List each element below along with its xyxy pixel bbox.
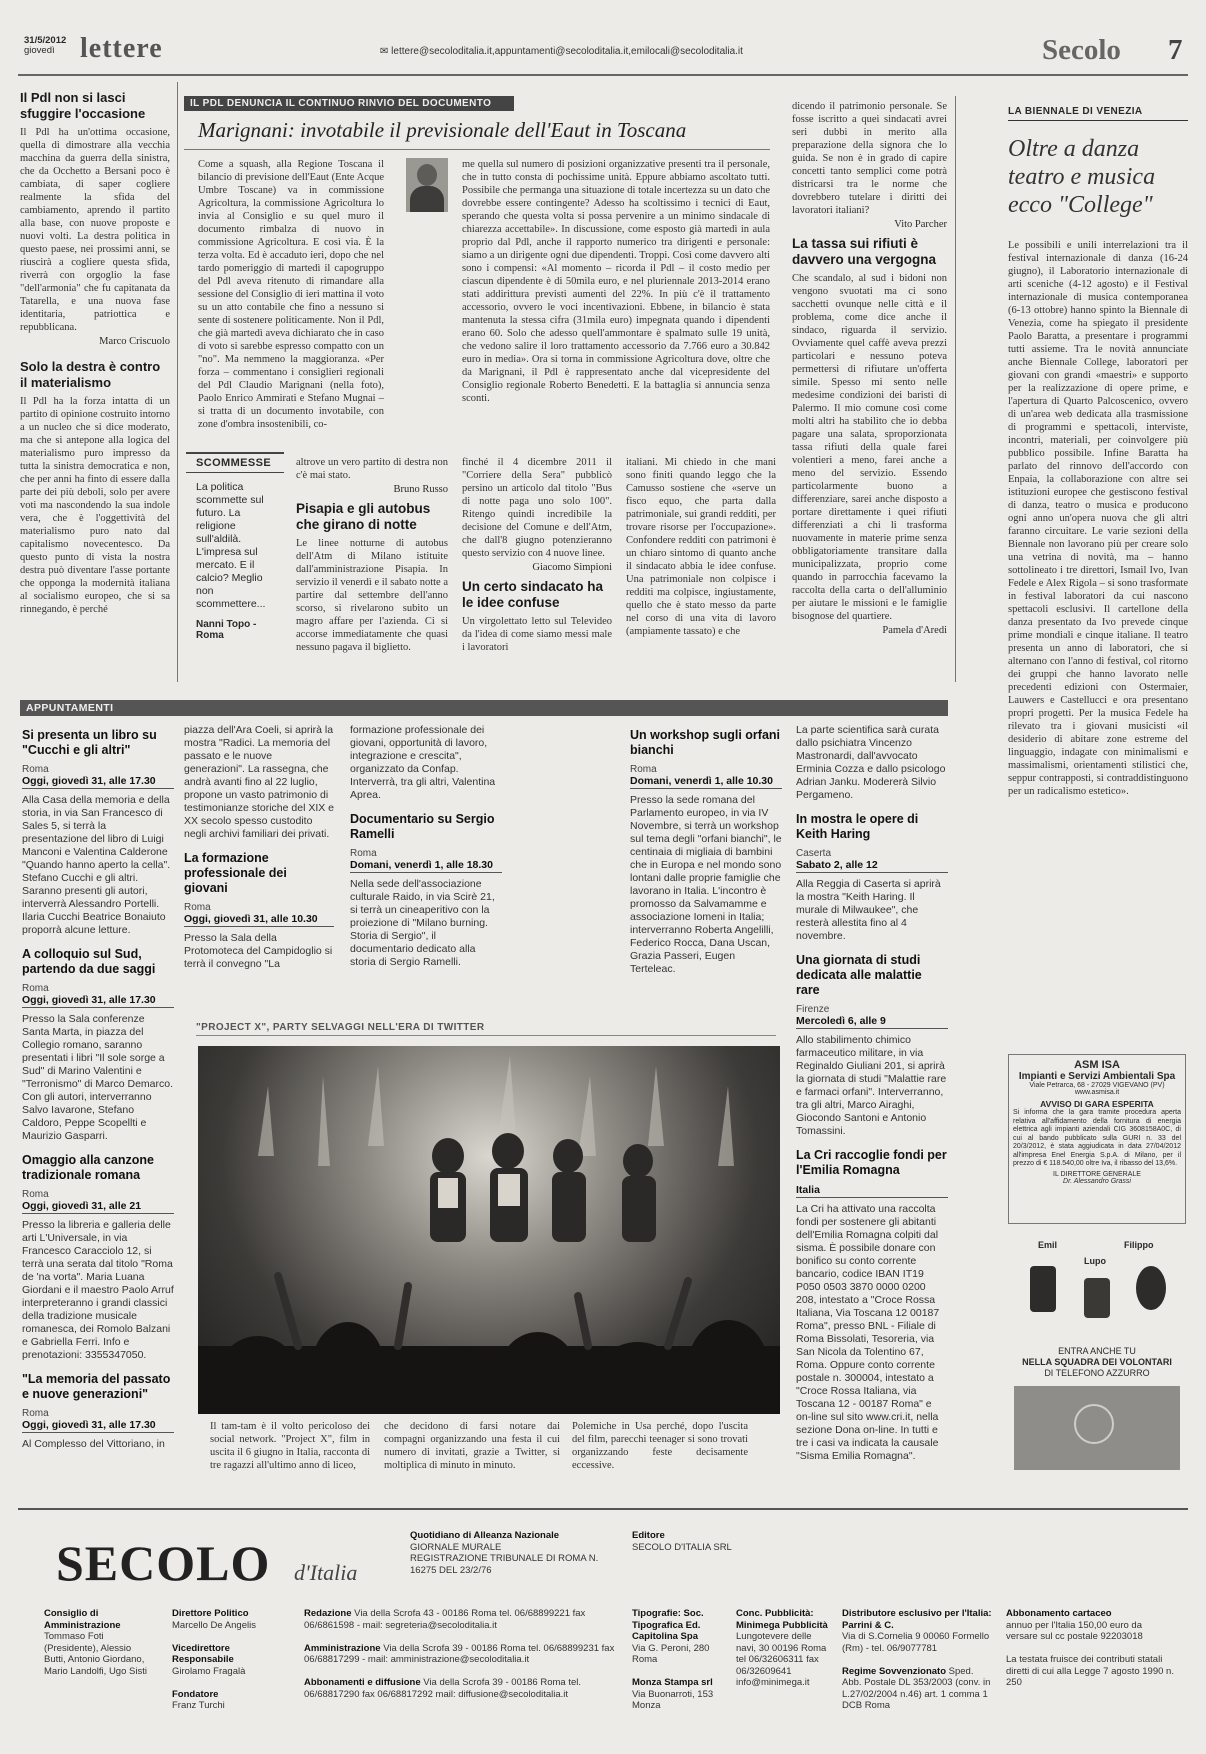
footer-masthead <box>18 1516 1188 1746</box>
ad-line-1: ENTRA ANCHE TU <box>1058 1346 1136 1356</box>
ad-label-filippo: Filippo <box>1124 1240 1154 1250</box>
letter-title: Pisapia e gli autobus che girano di notte <box>296 501 431 532</box>
scommesse-box <box>186 452 284 680</box>
letter-body: italiani. Mi chiedo in che mani sono finiti quando leggo che la Camusso sostiene che «serve un fisco equo, che parta dalla patrimoniale, sui grandi redditi, per trovare risorse per l'occupazione». Confondere redditi con patrimoni è un chiaro sintomo di quanto anche il sindacato abbia le idee confuse. Una patrimoniale non colpisce i redditi ma colpisce, ingiustamente, quello che è stato messo da parte nel corso di una vita di lavoro (ampiamente tassato) e che <box>626 457 776 637</box>
letter-signature: Marco Criscuolo <box>99 336 170 347</box>
scommesse-body: La politica scommette sul futuro. La religione sull'aldilà. L'impresa sul mercato. E il calcio? Meglio non scommettere... <box>196 481 266 610</box>
appt-date: Oggi, giovedì 31, alle 21 <box>22 1200 174 1214</box>
secolo-logo-script: d'Italia <box>294 1560 358 1585</box>
letter-body: Che scandalo, al sud i bidoni non vengono svuotati ma ci sono sacchetti ovunque nelle città e il problema, come dice anche il sindaco, riguarda il servizio. Ovviamente quel caffè aveva prezzi particolari e nessuno poteva permettersi di rifiutare un'offerta simile. Spesso mi sento nelle medesime condizioni dei baristi di Palermo. Il mio comune così come molti altri ha stabilito che io debba pagare una salata, sproporzionata tassa rifiuti della quale farei volentieri a meno, farei anche a meno del servizio. Essendo particolarmente buono a differenziare, sarei anche disposto a portare direttamente i quei rifiuti differenziati a chi li trasforma nuovamente in materie prime senza obbligatoriamente transitare dalla municipalizzata, proprio come quando in parrocchia facevamo la raccolta della carta o dell'alluminio per aiutare le missioni e le famiglie bisognose del quartiere. <box>792 273 947 622</box>
photo-kicker: "PROJECT X", PARTY SELVAGGI NELL'ERA DI TWITTER <box>196 1022 776 1036</box>
letters-bottom-col-3 <box>626 456 776 680</box>
footer-consiglio: Consiglio di Amministrazione Tommaso Foti (Presidente), Alessio Butti, Antonio Giordano, Mario Landolfi, Ugo Sisti <box>44 1608 147 1677</box>
appt-date: Domani, venerdì 1, alle 18.30 <box>350 859 502 873</box>
appt-body: La parte scientifica sarà curata dallo psichiatra Vincenzo Mastronardi, dall'avvocato Erminia Cozza e dallo psicologo Adrian Janku. Modererà Silvio Pergameno. <box>796 724 946 801</box>
author-photo <box>406 158 448 212</box>
appt-city: Roma <box>22 1408 49 1419</box>
appt-date: Oggi, giovedì 31, alle 10.30 <box>184 913 334 927</box>
appt-title: In mostra le opere di Keith Haring <box>796 812 919 841</box>
footer-abbonamento: Abbonamento cartaceo annuo per l'Italia 150,00 euro da versare sul cc postale 92203018 La testata fruisce dei contributi statali diretti di cui alla Legge 7 agosto 1990 n. 250 <box>1006 1608 1174 1688</box>
appt-date: Mercoledì 6, alle 9 <box>796 1015 948 1029</box>
appt-body: Nella sede dell'associazione culturale Raido, in via Scirè 21, si terrà un cineaperitivo con la proiezione di "Milano burning. Storia di Sergio", il documentario dedicato alla storia di Sergio Ramelli. <box>350 878 495 968</box>
letters-bottom-col-2 <box>462 456 612 680</box>
letter-body: Il Pdl ha la forza intatta di un partito di opinione costruito intorno a un nucleo che si dice moderato, ma che si antepone alla logica del materialismo puro impresso da tutta la sinistra democratica e non, che per anni ha finto di essere dalla parte dei più deboli, solo per avere voti ma nascondendo la sua indole vera, che è l'oggettività del materialismo puro nato dal capitalismo novecentesco. Da questo punto di vista la nostra destra può diventare l'asse portante che opponga la modernità italiana al socialismo europeo, che si sa rinnegando, è perché <box>20 396 170 615</box>
letter-signature: Bruno Russo <box>393 484 448 495</box>
letter-lead: dicendo il patrimonio personale. Se fosse iscritto a quei sindacati avrei seri dubbi in merito alla preparazione della signora che lo guida. Se non è in grado di capire concetti tanto semplici come potrà districarsi tra le norme che dovrebbero tutelare i diritti dei lavoratori italiani? <box>792 101 947 216</box>
article-title: Marignani: invotabile il previsionale dell'Eaut in Toscana <box>198 118 687 142</box>
letter-title: Solo la destra è contro il materialismo <box>20 359 161 390</box>
footer-tipografie: Tipografie: Soc. Tipografica Ed. Capitolina Spa Via G. Peroni, 280 Roma Monza Stampa srl Via Buonarroti, 153 Monza <box>632 1608 714 1711</box>
asm-address: Viale Petrarca, 68 - 27029 VIGEVANO (PV) <box>1029 1082 1165 1089</box>
asm-web: www.asmisa.it <box>1074 1089 1120 1096</box>
letter-body: Il Pdl ha un'ottima occasione, quella di dimostrare alla vecchia macchina da guerra della sinistra, che da Occhetto a Bersani poco è cambiata, di saper cogliere realmente la sfida del cambiamento, aprendo il partito alla base, con nuove proposte e nuovi volti. La destra politica in questo paese, nei prossimi anni, se riuscirà a cogliere questa sfida, riverrà con orgoglio la fase "dell'armonia" che fu capitanata da Tatarella, e una nuova fase identitaria, patriottica e repubblicana. <box>20 127 170 333</box>
footer-direzione: Direttore Politico Marcello De Angelis Vicedirettore Responsabile Girolamo Fragalà Fondatore Franz Turchi <box>172 1608 256 1711</box>
appt-city: Roma <box>22 983 49 994</box>
appt-column-2 <box>184 724 334 1024</box>
appt-city: Firenze <box>796 1004 830 1015</box>
letters-bottom-col-1 <box>296 456 448 680</box>
biennale-article <box>1008 106 1188 1036</box>
letter-body: Le linee notturne di autobus dell'Atm di Milano istituite dall'amministrazione Pisapia. In servizio il venerdì e il sabato notte a partire dal settembre dell'anno scorso, si rivelarono subito un magro affare per l'azienda. Ci si accorse immediatamente che quasi nessuno pagava il biglietto. <box>296 538 448 653</box>
appt-city: Roma <box>630 764 657 775</box>
letter-body: Un virgolettato letto sul Televideo da l'idea di come siamo messi male i lavoratori <box>462 616 612 653</box>
letter-signature: Pamela d'Aredi <box>882 625 947 636</box>
main-article <box>184 96 770 436</box>
asm-name: ASM ISA <box>1074 1059 1120 1071</box>
appuntamenti-label: APPUNTAMENTI <box>20 700 948 716</box>
appt-city: Roma <box>22 1189 49 1200</box>
phone-icon <box>1030 1266 1056 1312</box>
appt-body: Allo stabilimento chimico farmaceutico militare, in via Reginaldo Giuliani 201, si aprirà la giornata di studi "Malattie rare e farmaci orfani". Interverranno, tra gli altri, Marco Airaghi, Giocondo Santoni e Antonio Tomassini. <box>796 1034 947 1137</box>
biennale-kicker: LA BIENNALE DI VENEZIA <box>1008 106 1188 121</box>
asm-signer-role: IL DIRETTORE GENERALE <box>1053 1170 1141 1178</box>
appt-item <box>22 728 174 937</box>
appt-title: La formazione professionale dei giovani <box>184 851 287 895</box>
appt-city: Italia <box>796 1184 948 1198</box>
appt-date: Domani, venerdì 1, alle 10.30 <box>630 775 782 789</box>
appt-body: piazza dell'Ara Coeli, si aprirà la mostra "Radici. La memoria del passato e le nuove generazioni". La rassegna, che andrà avanti fino al 22 luglio, propone un vasto patrimonio di testimonianze storiche del XIX e XX secolo spesso custodito negli archivi familiari dei privati. <box>184 724 334 840</box>
letter-title: Un certo sindacato ha le idee confuse <box>462 579 604 610</box>
appt-body: Alla Casa della memoria e della storia, in via San Francesco di Sales 5, si terrà la presentazione del libro di Luigi Manconi e Valentina Calderone "Quando hanno aperto la cella". Stefano Cucchi e gli altri. Saranno presenti gli autori, interverrà Alessandro Portelli. Ilaria Cucchi Beatrice Bonaiuto proporrà alcune letture. <box>22 794 171 936</box>
appt-title: Documentario su Sergio Ramelli <box>350 812 495 841</box>
appt-title: Un workshop sugli orfani bianchi <box>630 728 781 757</box>
footer-subtitle: Quotidiano di Alleanza Nazionale GIORNALE MURALE REGISTRAZIONE TRIBUNALE DI ROMA N. 16275 DEL 23/2/76 <box>410 1530 599 1576</box>
appt-title: Si presenta un libro su "Cucchi e gli altri" <box>22 728 157 757</box>
masthead-small: Secolo <box>1042 34 1121 66</box>
scommesse-label: SCOMMESSE <box>186 452 284 473</box>
appt-body: Presso la sede romana del Parlamento europeo, in via IV Novembre, si terrà un workshop sul tema degli "orfani bianchi", le centinaia di migliaia di bambini che in Europa e nel mondo sono lontani dalle proprie famiglie che lavorano in Italia. L'incontro è promosso da Salvamamme e associazione Iomeni in Italia; interverranno Roberta Angelilli, Federico Rocca, Dana Uscan, Grazia Passeri, Eugen Terteleac. <box>630 794 782 975</box>
ad-label-lupo: Lupo <box>1084 1256 1106 1266</box>
appt-date: Oggi, giovedì 31, alle 17.30 <box>22 994 174 1008</box>
appt-title: La Cri raccoglie fondi per l'Emilia Romagna <box>796 1148 947 1177</box>
biennale-body: Le possibili e unili interrelazioni tra il festival internazionale di danza (16-24 giugno), il Laboratorio internazionale di arti sceniche (4-12 agosto) e il Festival internazionale di musica contemporanea (6-13 ottobre) hanno spinto la Biennale di Venezia, come ha spiegato il presidente Paolo Baratta, a presentare i programmi tutti assieme. Tra le novità annunciate anche Biennale College, laboratori per giovani con grandi «maestri» e supporto per la realizzazione di opere prime, e l'apertura di Quarto Palcoscenico, ovvero di un'area web dedicata alla trasmissione di programmi e spettacoli, interviste, incontri, materiali, per coinvolgere più pubblico possibile. Infine Baratta ha parlato del rinnovo dell'accordo con Enpaia, la collaborazione con altre sei istituzioni europee che gestiscono festival di danza, teatro o musica e producono ogni anno un'opera nuova che gli altri faranno circuitare. Le varie sezioni della Biennale non lavorano più per creare solo una vetrina di novità, ma – hanno sottolineato i tre direttori, Ismail Ivo, Ivan Fedele e Alex Rigola – si sono trasformate in festival laboratori da cui nascono spettacoli esclusivi. Il cartellone della danza presentato da Ivo prevede cinque prime mondiali e cinque italiane. Il teatro presenta un anno di laboratori, che si alternano con l'anno di festival, col ritorno dei gruppi che hanno lavorato nelle precedenti edizioni con Ostermaier, Lauwers e Castellucci e ora presentano propri progetti. Per la musica Fedele ha rilevato tra i giovani musicisti «il desiderio di abitare zone estreme del linguaggio, indagate con minimalismi e massimalismi, orientamenti stilistici che, seppur contrapposti, si contraddistinguono per un radicalismo estetico». <box>1008 240 1188 797</box>
footer-pubblicita: Conc. Pubblicità: Minimega Pubblicità Lungotevere delle navi, 30 00196 Roma tel 06/32606311 fax 06/32609641 info@minimega.it <box>736 1608 828 1688</box>
party-crowd-illustration <box>198 1046 780 1414</box>
appt-body: Presso la Sala conferenze Santa Marta, in piazza del Collegio romano, saranno presentati i libri "Il sole sorge a Sud" di Marino Valentini e "Terronismo" di Marco Demarco. Con gli autori, interverranno Salvo Iavarone, Stefano Caldoro, Peppe Scopellti e Maurizio Gasparri. <box>22 1013 173 1142</box>
envelope-icon: ✉ <box>380 46 392 57</box>
telefono-azzurro-ad[interactable] <box>1008 1236 1186 1486</box>
appt-item <box>22 1372 174 1451</box>
asm-subtitle: Impianti e Servizi Ambientali Spa <box>1018 1071 1176 1082</box>
ad-label-emil: Emil <box>1038 1240 1058 1250</box>
photo-caption <box>198 1420 780 1496</box>
article-col-2: me quella sul numero di posizioni organizzative presenti tra il personale, che in tutto consta di pochissime unità. Eppure abbiamo ascoltato tutti. Possibile che permanga una situazione di totale incertezza su un dato che dovrebbe essere contingente? Adesso ha scoltissimo i tecnici di Eaut, sperando che questa volta si possa pervenire a un minimo sindacale di chiarezza accettabile». In discussione, come esposto già martedì in aula proprio dal Pdl, anche il rapporto numerico tra dirigenti e personale: siamo a un dirigente ogni due dipendenti. Troppi. Così come davvero alti sono i compensi: «Al momento – ricorda il Pdl – il costo medio per ciascun dipendente è di 50mila euro, e nel pluriennale 2013-2014 erano stati addirittura previsti aumenti del 22%. In più c'è il trattamento accessorio, ovvero le voci incentivazioni. Ebbene, in bilancio è stata mantenuta la stessa cifra (31mila euro) impegnata quando i dipendenti erano 60. Solo che adesso quell'ammontare è spalmato sulle 19 unità, che vedono salire il loro trattamento accessorio da 7.766 euro a 30.842 euro in media». Ora si torna in commissione Agricoltura dove, oltre che da Marignani, il Pdl è rappresentato anche dal vicepresidente del Consiglio regionale Roberto Benedetti. E la battaglia si annuncia senza sconti. <box>462 159 770 404</box>
asm-notice-title: AVVISO DI GARA ESPERITA <box>1040 1099 1154 1109</box>
appt-column-3 <box>350 724 502 1024</box>
phone-icon <box>1136 1266 1166 1310</box>
appt-city: Caserta <box>796 848 832 859</box>
appt-body: formazione professionale dei giovani, opportunità di lavoro, integrazione e crescita", organizzato da Confap. Interverrà, tra gli altri, Valentina Aprea. <box>350 724 496 801</box>
appt-item <box>22 1153 174 1362</box>
caption-part-3: Polemiche in Usa perché, dopo l'uscita del film, parecchi teenager si sono trovati organizzando feste decisamente eccessive. <box>572 1421 748 1471</box>
article-kicker: IL PDL DENUNCIA IL CONTINUO RINVIO DEL DOCUMENTO <box>184 96 514 111</box>
section-title: lettere <box>80 34 163 64</box>
letter-lead: altrove un vero partito di destra non c'è mai stato. <box>296 457 448 481</box>
footer-distributore: Distributore esclusivo per l'Italia: Parrini & C. Via di S.Cornelia 9 00060 Formello (Rm) - tel. 06/9077781 Regime Sovvenzionato Sped. Abb. Postale DL 353/2003 (conv. in L.27/02/2004 n.46) art. 1 comma 1 DCB Roma <box>842 1608 992 1711</box>
phone-icon <box>1084 1278 1110 1318</box>
caption-part-1: Il tam-tam è il volto pericoloso dei social network. "Project X", film in uscita il 6 giugno in Italia, racconta di tre ragazzi all'ultimo anno di liceo, <box>210 1421 370 1471</box>
letter-lead: finché il 4 dicembre 2011 il "Corriere della Sera" pubblicò persino un articolo dal titolo "Bus di notte paga uno solo 100". Ritengo quindi incredibile la decisione del Comune e dell'Atm, che dall'8 giugno potenzieranno questo servizio con 4 nuove linee. <box>462 457 612 559</box>
appt-title: Omaggio alla canzone tradizionale romana <box>22 1153 154 1182</box>
appt-date: Sabato 2, alle 12 <box>796 859 948 873</box>
contact-emails[interactable]: ✉ lettere@secoloditalia.it,appuntamenti@secoloditalia.it,emilocali@secoloditalia.it <box>380 46 743 57</box>
event-photo <box>198 1046 780 1414</box>
appt-date: Oggi, giovedì 31, alle 17.30 <box>22 775 174 789</box>
appt-body: Alla Reggia di Caserta si aprirà la mostra "Keith Haring. Il murale di Milwaukee", che resterà allestita fino al 4 novembre. <box>796 878 941 942</box>
appt-title: A colloquio sul Sud, partendo da due saggi <box>22 947 156 976</box>
letters-mid-column <box>792 100 947 680</box>
appt-body: Al Complesso del Vittoriano, in <box>22 1438 165 1450</box>
secolo-logo: SECOLO <box>56 1535 271 1591</box>
asm-signer: Dr. Alessandro Grassi <box>1063 1177 1131 1185</box>
issue-date: 31/5/2012 giovedì <box>24 36 67 56</box>
appt-city: Roma <box>22 764 49 775</box>
appt-body: La Cri ha attivato una raccolta fondi per sostenere gli abitanti dell'Emilia Romagna colpiti dal sisma. È possibile donare con bonifico su conto corrente bancario, codice IBAN IT19 P050 0503 3870 0000 0200 208, intestato a "Croce Rossa Italiana, Via Toscana 12 00187 Roma", presso BNL - Filiale di Roma Bissolati, Tesoreria, via San Nicola da Tolentino 67, Roma. Oppure conto corrente postale n. 300004, intestato a "Croce Rossa Italiana, via Toscana 12 - 00187 Roma" e on-line sul sito www.cri.it, nella sezione Dona on-line. In tutti e tre i casi va indicata la causale "Sisma Emilia Romagna". <box>796 1203 940 1462</box>
scommesse-signature: Nanni Topo - Roma <box>196 619 257 641</box>
appt-date: Oggi, giovedì 31, alle 17.30 <box>22 1419 174 1433</box>
appt-body: Presso la libreria e galleria delle arti L'Universale, in via Francesco Caracciolo 12, si terrà una serata dal titolo "Roma de 'na vorta". Maria Luana Giordani e il maestro Paolo Arruf interpreteranno i grandi classici della tradizione musicale romanesca, dei Romolo Balzani e Gabriella Ferri. Info e prenotazioni: 3355347050. <box>22 1219 174 1361</box>
letter-signature: Giacomo Simpioni <box>532 562 612 573</box>
asm-notice: Si informa che la gara tramite procedura aperta relativa all'affidamento della fornitura di energia elettrica agli impianti aziendali CIG 3608158A0C, di cui al bando pubblicato sulla GURI n. 33 del 20/3/2012, è stata aggiudicata in data 27/04/2012 all'impresa Enel Energia S.p.A. di Milano, per il prezzo di € 118.540,00 oltre Iva, il ribasso del 13,6%. <box>1013 1109 1181 1167</box>
asm-isa-ad[interactable] <box>1008 1054 1186 1224</box>
appt-body: Presso la Sala della Protomoteca del Campidoglio si terrà il convegno "La <box>184 932 333 970</box>
letter-title: Il Pdl non si lasci sfuggire l'occasione <box>20 90 146 121</box>
letters-left-column <box>20 86 170 680</box>
page-number: 7 <box>1168 34 1183 66</box>
ad-box <box>1014 1386 1180 1470</box>
biennale-title: Oltre a danza teatro e musica ecco "College" <box>1008 136 1156 218</box>
appt-column-1 <box>22 718 174 1498</box>
letter-signature: Vito Parcher <box>894 219 947 230</box>
appt-title: "La memoria del passato e nuove generazioni" <box>22 1372 171 1401</box>
appt-city: Roma <box>350 848 377 859</box>
appt-city: Roma <box>184 902 211 913</box>
ad-line-2: NELLA SQUADRA DEI VOLONTARI <box>1022 1357 1172 1367</box>
ad-line-3: DI TELEFONO AZZURRO <box>1044 1368 1150 1378</box>
footer-editore: Editore SECOLO D'ITALIA SRL <box>632 1530 732 1553</box>
article-col-1: Come a squash, alla Regione Toscana il bilancio di previsione dell'Eaut (Ente Acque Umbre Toscane) va in commissione Agricoltura, la commissione Agricoltura lo invia al Consiglio e su quel muro il documento rimbalza di nuovo in commissione Agricoltura. E così via. È la terza volta. Ed è accaduto ieri, dopo che nel tardo pomeriggio di martedì il capogruppo del Pdl aveva ritenuto di rimandare alla sessione del Consiglio di ieri mattina il voto su un atto contabile che fino a nessuno si sente di sostenere politicamente. Non il Pdl, che già martedì aveva dichiarato che in caso di voto si sarebbe espresso compatto con un "no". Ma nemmeno la maggioranza. «Per forza – commentano i consiglieri regionali del Pdl Claudio Marignani (nella foto), Paolo Enrico Ammirati e Stefano Mugnai – si tratta di un documento invotabile, con zone d'ombra insostenibili, co- <box>198 159 384 430</box>
letter-title: La tassa sui rifiuti è davvero una vergogna <box>792 236 937 267</box>
page-header <box>18 30 1188 74</box>
footer-redazione: Redazione Via della Scrofa 43 - 00186 Roma tel. 06/68899221 fax 06/6861598 - mail: segreteria@secoloditalia.it Amministrazione Via della Scrofa 39 - 00186 Roma tel. 06/68899231 fax 06/68817299 - mail: amministrazione@secoloditalia.it Abbonamenti e diffusione Via della Scrofa 39 - 00186 Roma tel. 06/68817290 fax 06/68817292 mail: diffusione@secoloditalia.it <box>304 1608 615 1700</box>
appt-title: Una giornata di studi dedicata alle malattie rare <box>796 953 922 997</box>
appt-item <box>22 947 174 1143</box>
appt-column-5 <box>796 724 948 1502</box>
caption-part-2: che decidono di farsi notare dai compagni organizzando una festa il cui numero di invitati, grazie a Twitter, si moltiplica di minuto in minuto. <box>384 1421 560 1471</box>
appt-column-4 <box>630 718 782 1018</box>
